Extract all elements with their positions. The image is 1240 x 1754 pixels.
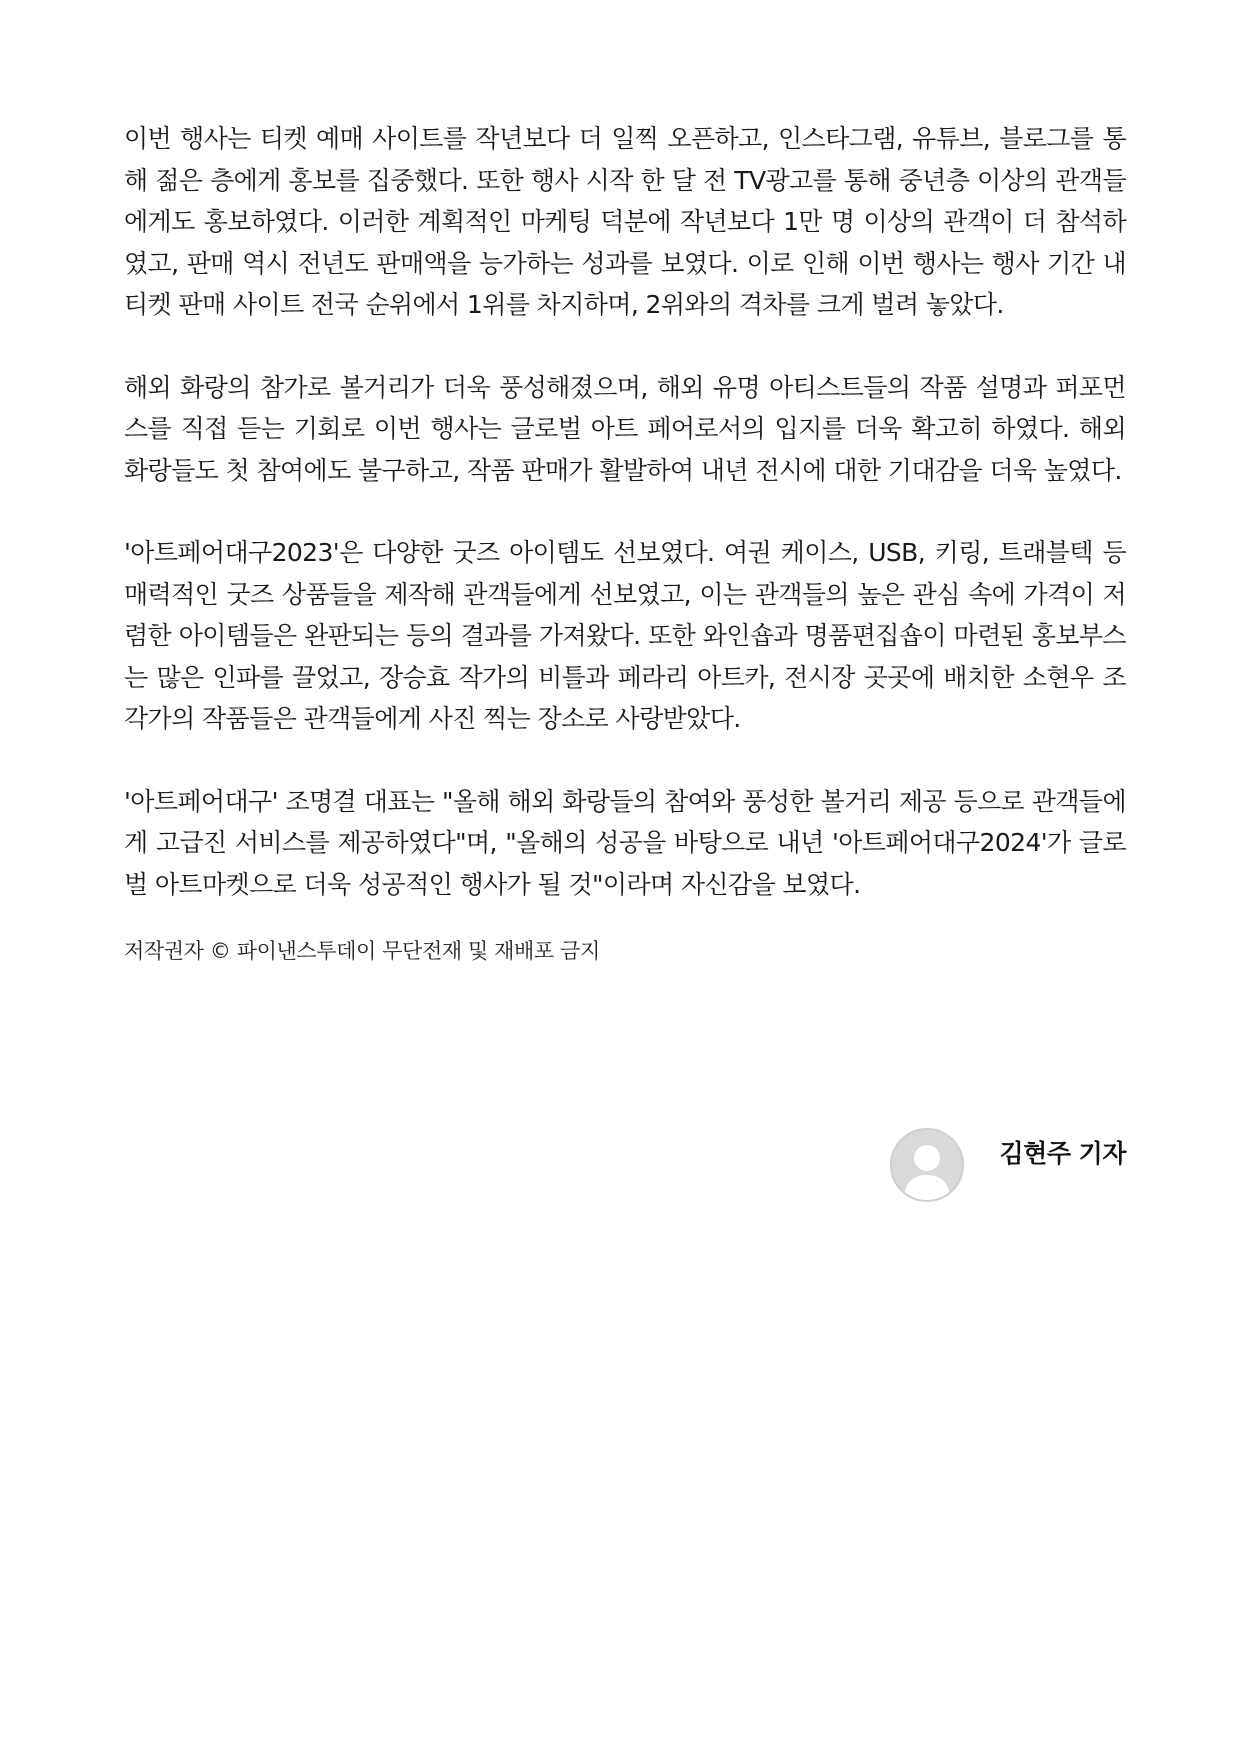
article-paragraph: 이번 행사는 티켓 예매 사이트를 작년보다 더 일찍 오픈하고, 인스타그램, 유튜브, 블로그를 통해 젊은 층에게 홍보를 집중했다. 또한 행사 시작 한 달 전 TV광고를 통해 중년층 이상의 관객들에게도 홍보하였다. 이러한 계획적인 마케팅 덕분에 작년보다 1만 명 이상의 관객이 더 참석하였고, 판매 역시 전년도 판매액을 능가하는 성과를 보였다. 이로 인해 이번 행사는 행사 기간 내 티켓 판매 사이트 전국 순위에서 1위를 차지하며, 2위와의 격차를 크게 벌려 놓았다. [124, 124, 1126, 319]
reporter-name[interactable]: 김현주 기자 [999, 1139, 1126, 1168]
article-paragraph: '아트페어대구2023'은 다양한 굿즈 아이템도 선보였다. 여권 케이스, USB, 키링, 트래블텍 등 매력적인 굿즈 상품들을 제작해 관객들에게 선보였고, 이는 관객들의 높은 관심 속에 가격이 저렴한 아이템들은 완판되는 등의 결과를 가져왔다. 또한 와인숍과 명품편집숍이 마련된 홍보부스는 많은 인파를 끌었고, 장승효 작가의 비틀과 페라리 아트카, 전시장 곳곳에 배치한 소현우 조각가의 작품들은 관객들에게 사진 찍는 장소로 사랑받았다. [124, 538, 1126, 733]
reporter-byline [890, 1128, 1126, 1202]
default-user-avatar-icon[interactable] [890, 1128, 964, 1202]
person-silhouette-icon [892, 1130, 962, 1200]
copyright-notice: 저작권자 © 파이낸스투데이 무단전재 및 재배포 금지 [124, 939, 600, 963]
article-body [124, 118, 1126, 966]
article-paragraph: 해외 화랑의 참가로 볼거리가 더욱 풍성해졌으며, 해외 유명 아티스트들의 작품 설명과 퍼포먼스를 직접 듣는 기회로 이번 행사는 글로벌 아트 페어로서의 입지를 더욱 확고히 하였다. 해외 화랑들도 첫 참여에도 불구하고, 작품 판매가 활발하여 내년 전시에 대한 기대감을 더욱 높였다. [124, 372, 1126, 485]
article-paragraph: '아트페어대구' 조명결 대표는 "올해 해외 화랑들의 참여와 풍성한 볼거리 제공 등으로 관객들에게 고급진 서비스를 제공하였다"며, "올해의 성공을 바탕으로 내년 '아트페어대구2024'가 글로벌 아트마켓으로 더욱 성공적인 행사가 될 것"이라며 자신감을 보였다. [124, 786, 1126, 899]
